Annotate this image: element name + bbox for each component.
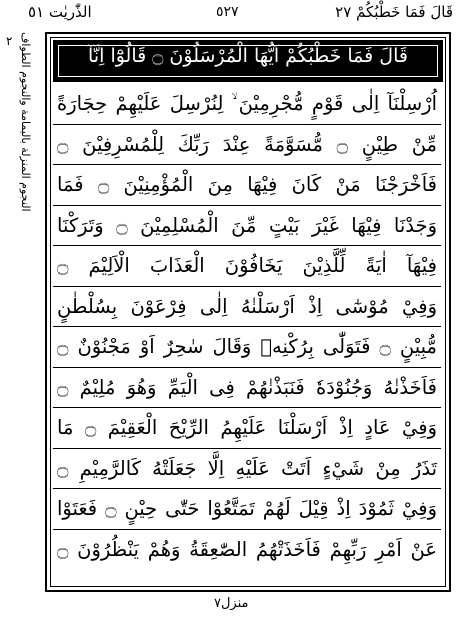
- verse-line: عَنْ اَمْرِ رَبِّهِمْ فَاَخَذَتْهُمُ الصّٰعِقَةُ وَهُمْ يَنْظُرُوْنَ ۝: [57, 537, 437, 561]
- verse-line: فِيْهَآ اٰيَةً لِّلَّذِيْنَ يَخَافُوْنَ الْعَذَابَ الْاَلِيْمَ ۝: [53, 246, 441, 287]
- title-verse: قَالَ فَمَا خَطْبُكُمْ اَيُّهَا الْمُرْسَلُوْنَ ۝ قَالُوْٓا اِنَّآ: [88, 45, 408, 67]
- title-band: [53, 40, 443, 82]
- juz-label: قَالَ فَمَا خَطْبُكُمْ ٢٧: [335, 3, 453, 21]
- surah-label: الذّٰريٰت ٥١: [28, 3, 92, 21]
- verse-line: وَفِيْ عَادٍ اِذْ اَرْسَلْنَا عَلَيْهِمُ الرِّيْحَ الْعَقِيْمَ ۝ مَا: [53, 408, 441, 449]
- page-number: ٥٢٧: [216, 4, 239, 20]
- verse-lines: [53, 84, 441, 570]
- verse-line: وَفِيْ مُوْسٰٓى اِذْ اَرْسَلْنٰهُ اِلٰى فِرْعَوْنَ بِسُلْطٰنٍ: [53, 287, 441, 328]
- ruku-number: ٢: [6, 34, 13, 48]
- verse-line: مِّنْ طِيْنٍ ۝ مُّسَوَّمَةً عِنْدَ رَبِّكَ لِلْمُسْرِفِيْنَ ۝: [53, 125, 441, 166]
- manzil-label: منزل٧: [214, 596, 249, 611]
- verse-line: فَاَخَذْنٰهُ وَجُنُوْدَهٗ فَنَبَذْنٰهُمْ فِى الْيَمِّ وَهُوَ مُلِيْمٌ ۝: [53, 368, 441, 409]
- page-frame: [45, 32, 451, 592]
- verse-line: فَاَخْرَجْنَا مَنْ كَانَ فِيْهَا مِنَ الْمُؤْمِنِيْنَ ۝ فَمَا: [53, 165, 441, 206]
- page-footer: [0, 594, 473, 618]
- verse-line: مُّبِيْنٍ ۝ فَتَوَلّٰى بِرُكْنِهٖ وَقَالَ سٰحِرٌ اَوْ مَجْنُوْنٌ ۝: [53, 327, 441, 368]
- verse-line: اُرْسِلْنَآ اِلٰى قَوْمٍ مُّجْرِمِيْنَ ۙ لِنُرْسِلَ عَلَيْهِمْ حِجَارَةً: [53, 84, 441, 125]
- margin-note-text: النجوم المنزلة باليمامة والنجوم الطواف: [19, 32, 32, 212]
- verse-line: تَذَرُ مِنْ شَيْءٍ اَتَتْ عَلَيْهِ اِلَّا جَعَلَتْهُ كَالرَّمِيْمِ ۝: [53, 449, 441, 490]
- margin-note: [2, 32, 42, 212]
- verse-line: وَفِيْ ثَمُوْدَ اِذْ قِيْلَ لَهُمْ تَمَتَّعُوْا حَتّٰى حِيْنٍ ۝ فَعَتَوْا: [53, 489, 441, 530]
- page-header: [0, 0, 473, 30]
- verse-line: وَجَدْنَا فِيْهَا غَيْرَ بَيْتٍ مِّنَ الْمُسْلِمِيْنَ ۝ وَتَرَكْنَا: [53, 206, 441, 247]
